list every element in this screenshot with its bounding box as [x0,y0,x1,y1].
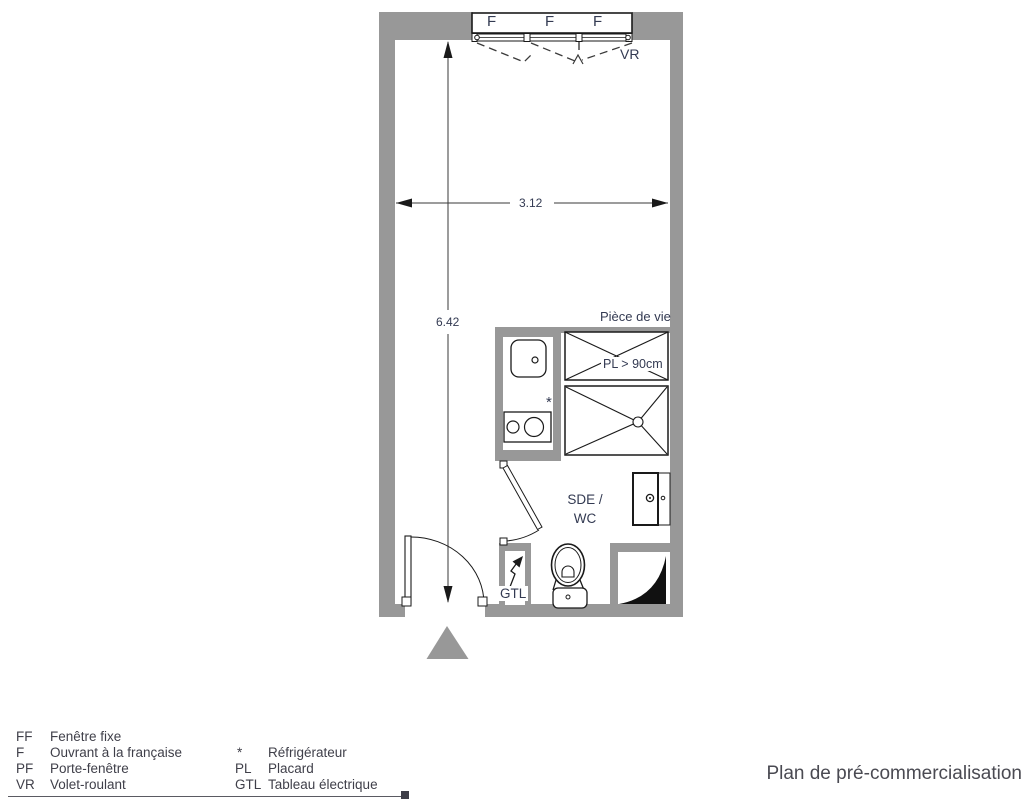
dim-v-arrow-bottom [444,586,453,603]
gtl-label: GTL [500,586,527,601]
width-dimension: 3.12 [519,196,543,210]
bathroom-label-line1: SDE / [567,492,603,507]
casement-swing-1 [477,43,531,62]
window-mullion-3 [576,34,582,42]
legend-divider [8,796,401,797]
legend-desc-gtl: Tableau électrique [268,777,378,792]
toilet [552,544,588,608]
cabinet-knob-2 [661,496,665,500]
toilet-tank-button [566,595,570,599]
shower-outline [565,386,668,455]
shower-stall-wall-top [610,543,670,552]
entry-door-latch [478,597,487,606]
shower-drain [633,417,643,427]
legend-desc-pf: Porte-fenêtre [50,761,129,776]
height-dimension: 6.42 [436,315,460,329]
cabinet-knob-dot [649,497,651,499]
window-casement-label-2: F [545,13,555,30]
closet-pl [565,332,668,380]
document-title: Plan de pré-commercialisation [766,763,1022,784]
closet-label: PL > 90cm [603,357,663,371]
legend-abbr-pf: PF [16,761,34,776]
window-casement-label-1: F [487,13,497,30]
wall-right [670,12,683,617]
bathroom-label [556,490,614,528]
bathroom-door [500,461,542,545]
legend-desc-vr: Volet-roulant [50,777,126,792]
shower-tray [565,386,668,455]
bathroom-door-swing [506,530,539,541]
window-casement-label-3: F [593,13,603,30]
window-swing-dashes [477,43,632,62]
window-mullion-2 [524,34,530,42]
footer-square [401,791,409,799]
legend-desc-fridge: Réfrigérateur [268,745,347,760]
entrance-marker [427,626,469,659]
legend-desc-pl: Placard [268,761,314,776]
wall-bottom-left-stub [379,604,405,617]
legend-abbr-f: F [16,745,25,760]
legend-abbr-fridge: * [237,745,243,760]
legend-abbr-ff: FF [16,729,33,744]
dim-h-arrow-left [396,199,412,208]
fridge-symbol: * [546,394,552,411]
bathroom-label-line2: WC [573,511,597,526]
dim-v-arrow-top [444,41,453,58]
entry-door [402,536,487,606]
bathroom-door-leaf [503,466,542,530]
wall-left [379,12,395,617]
cooktop-burner-large [525,418,544,437]
legend-abbr-pl: PL [235,761,252,776]
window-hinge-left [475,35,480,40]
dim-h-arrow-right [652,199,668,208]
cooktop-burner-small [507,421,519,433]
legend-abbr-gtl: GTL [235,777,262,792]
shower-stall-wall-left [610,543,618,606]
bathroom-cabinet [633,473,670,525]
roller-shutter-label: VR [620,46,640,62]
bathroom-door-latch [500,538,507,545]
casement-meeting-mark [573,55,583,64]
kitchen-sink [511,340,546,377]
living-room-label: Pièce de vie [600,309,671,324]
toilet-flush [562,566,574,577]
window-hinge-right [626,35,631,40]
entry-door-leaf [405,536,411,604]
sink-drain [532,357,538,363]
cabinet-door [633,473,658,525]
legend-abbr-vr: VR [16,777,35,792]
legend-desc-f: Ouvrant à la française [50,745,183,760]
legend-desc-ff: Fenêtre fixe [50,729,122,744]
entry-door-hinge [402,597,411,606]
casement-swing-2 [531,43,575,61]
